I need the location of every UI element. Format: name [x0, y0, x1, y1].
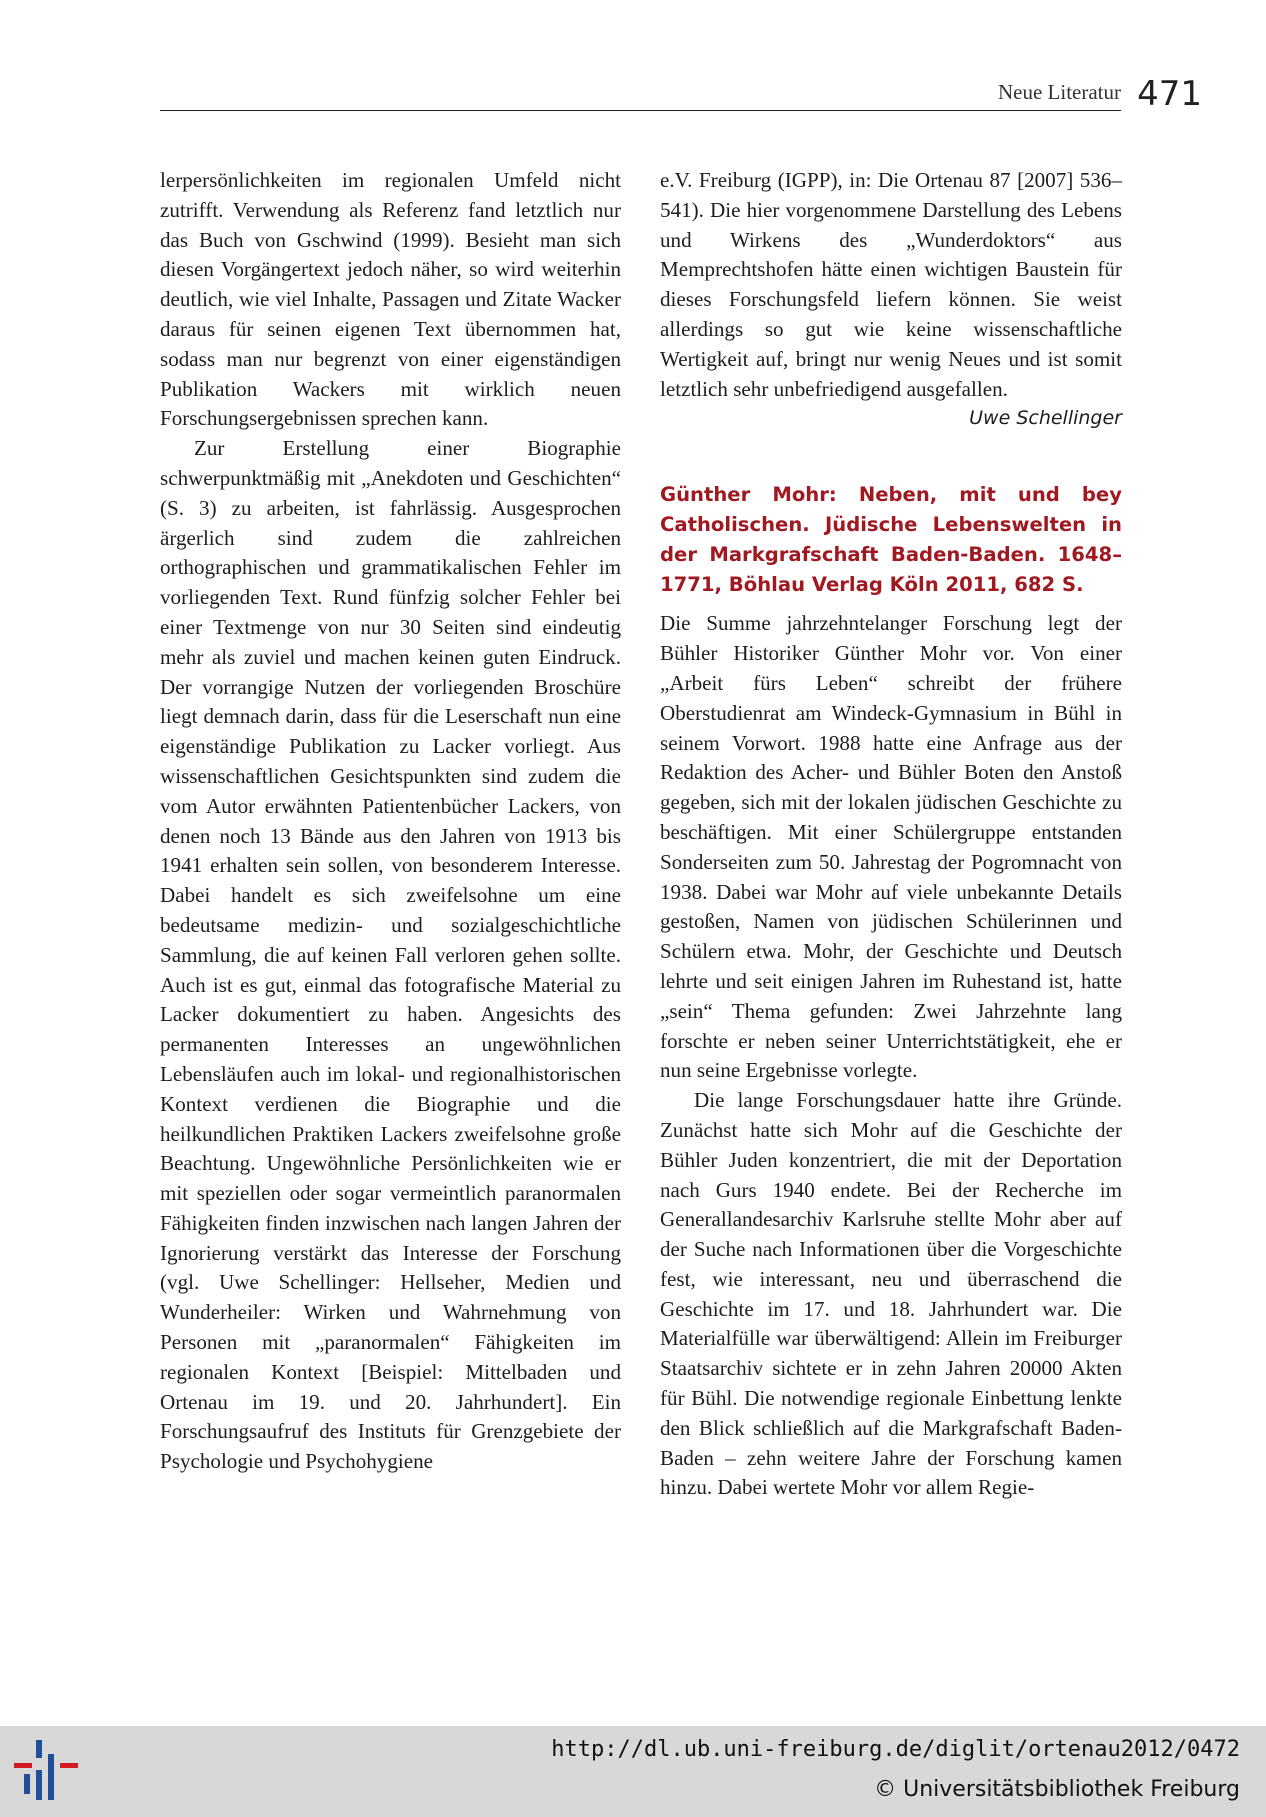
header-rule — [160, 110, 1121, 111]
paragraph-text: e.V. Freiburg (IGPP), in: Die Ortenau 87 [2007] 536–541). Die hier vorgenommene Darstellung des Lebens und Wirkens des „Wunderdoktors“ aus Memprechtshofen hätte einen wichtigen Baustein für dieses Forschungsfeld liefern können. Sie weist allerdings so gut wie keine wissenschaftliche Wertigkeit auf, bringt nur wenig Neues und ist somit letztlich sehr unbefriedigend ausgefallen. — [660, 168, 1122, 401]
paragraph: Die lange Forschungsdauer hatte ihre Gründe. Zunächst hatte sich Mohr auf die Geschichte der Bühler Juden konzentriert, die mit der Deportation nach Gurs 1940 endete. Bei der Recherche im Generallandesarchiv Karlsruhe stellte Mohr aber auf der Suche nach Informationen über die Vorgeschichte fest, wie interessant, neu und überraschend die Geschichte im 17. und 18. Jahrhundert war. Die Materialfülle war überwältigend: Allein im Freiburger Staatsarchiv sichtete er in zehn Jahren 20000 Akten für Bühl. Die notwendige regionale Einbettung lenkte den Blick schließlich auf die Markgrafschaft Baden-Baden – zehn weitere Jahre der Forschung kamen hinzu. Dabei wertete Mohr vor allem Regie- — [660, 1088, 1122, 1500]
paragraph: Die Summe jahrzehntelanger Forschung legt der Bühler Historiker Günther Mohr vor. Von einer „Arbeit fürs Leben“ schreibt der frühere Oberstudienrat am Windeck-Gymnasium in Bühl in seinem Vorwort. 1988 hatte eine Anfrage aus der Redaktion des Acher- und Bühler Boten den Anstoß gegeben, sich mit der lokalen jüdischen Geschichte zu beschäftigen. Mit einer Schülergruppe entstanden Sonderseiten zum 50. Jahrestag der Pogromnacht von 1938. Dabei war Mohr auf viele unbekannte Details gestoßen, Namen von jüdischen Schülerinnen und Schülern etwa. Mohr, der Geschichte und Deutsch lehrte und seit einigen Jahren im Ruhestand ist, hatte „sein“ Thema gefunden: Zwei Jahrzehnte lang forschte er neben seiner Unterrichtstätigkeit, ehe er nun seine Ergebnisse vorlegte. — [660, 611, 1122, 1083]
paragraph: lerpersönlichkeiten im regionalen Umfeld nicht zutrifft. Verwendung als Referenz fand letztlich nur das Buch von Gschwind (1999). Besieht man sich diesen Vorgängertext jedoch näher, so wird weiterhin deutlich, wie viel Inhalte, Passagen und Zitate Wacker daraus für seinen eigenen Text übernommen hat, sodass man nur begrenzt von einer eigenständigen Publikation Wackers mit wirklich neuen Forschungsergebnissen sprechen kann. — [160, 168, 621, 431]
left-column — [160, 166, 621, 1477]
page-number: 471 — [1137, 74, 1202, 114]
right-column — [660, 166, 1122, 1503]
paragraph — [660, 166, 1122, 430]
paragraph: Zur Erstellung einer Biographie schwerpunktmäßig mit „Anekdoten und Geschichten“ (S. 3) zu arbeiten, ist fahrlässig. Ausgesprochen ärgerlich sind zudem die zahlreichen orthographischen und grammatikalischen Fehler im vorliegenden Text. Rund fünfzig solcher Fehler bei einer Textmenge von nur 30 Seiten sind eindeutig mehr als zuviel und machen keinen guten Eindruck. Der vorrangige Nutzen der vorliegenden Broschüre liegt demnach darin, dass für die Leserschaft nun eine eigenständige Publikation zu Lacker vorliegt. Aus wissenschaftlichen Gesichtspunkten sind zudem die vom Autor erwähnten Patientenbücher Lackers, von denen noch 13 Bände aus den Jahren von 1913 bis 1941 erhalten sein sollen, von besonderem Interesse. Dabei handelt es sich zweifelsohne um eine bedeutsame medizin- und sozialgeschichtliche Sammlung, die auf keinen Fall verloren gehen sollte. Auch ist es gut, einmal das fotografische Material zu Lacker dokumentiert zu haben. Angesichts des permanenten Interesses an ungewöhnlichen Lebensläufen auch im lokal- und regionalhistorischen Kontext verdienen die Biographie und die heilkundlichen Praktiken Lackers zweifelsohne große Beachtung. Ungewöhnliche Persönlichkeiten wie er mit speziellen oder sogar vermeintlich paranormalen Fähigkeiten finden inzwischen nach langen Jahren der Ignorierung verstärkt das Interesse der Forschung (vgl. Uwe Schellinger: Hellseher, Medien und Wunderheiler: Wirken und Wahrnehmung von Personen mit „paranormalen“ Fähigkeiten im regionalen Kontext [Beispiel: Mittelbaden und Ortenau im 19. und 20. Jahrhundert]. Ein Forschungsaufruf des Instituts für Grenzgebiete der Psychologie und Psychohygiene — [160, 436, 621, 1474]
copyright-notice: © Universitätsbibliothek Freiburg — [874, 1777, 1240, 1802]
reviewer-signature: Uwe Schellinger — [969, 407, 1122, 430]
ub-freiburg-logo-icon — [14, 1740, 80, 1800]
section-title: Neue Literatur — [997, 80, 1121, 104]
source-url[interactable]: http://dl.ub.uni-freiburg.de/diglit/ortenau2012/0472 — [551, 1737, 1240, 1762]
review-title: Günther Mohr: Neben, mit und bey Catholischen. Jüdische Lebenswelten in der Markgrafschaft Baden-Baden. 1648–1771, Böhlau Verlag Köln 2011, 682 S. — [660, 483, 1122, 596]
